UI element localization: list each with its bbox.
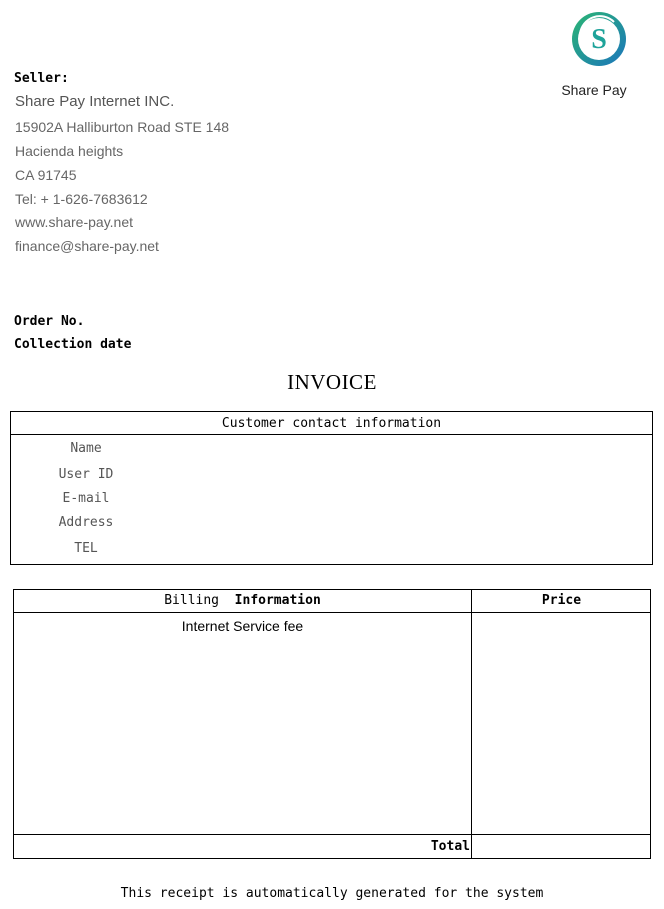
seller-company: Share Pay Internet INC. (15, 93, 175, 110)
invoice-title: INVOICE (287, 370, 377, 394)
billing-information-header (14, 590, 471, 612)
logo-letter: S (591, 24, 607, 55)
contact-field-tel: TEL (74, 541, 98, 556)
billing-table (13, 589, 651, 859)
collection-date-label: Collection date (14, 337, 132, 352)
contact-field-email: E-mail (62, 491, 110, 506)
footer-note: This receipt is automatically generated for the system (120, 886, 544, 901)
seller-address-line3: CA 91745 (15, 167, 77, 183)
customer-contact-header: Customer contact information (11, 412, 652, 435)
seller-address-line1: 15902A Halliburton Road STE 148 (15, 119, 230, 135)
billing-total-divider (14, 834, 650, 835)
contact-field-address: Address (58, 515, 114, 530)
customer-contact-table (10, 411, 653, 565)
logo-text: Share Pay (561, 82, 627, 98)
seller-website: www.share-pay.net (15, 214, 134, 230)
billing-column-divider (471, 590, 472, 858)
total-label: Total (430, 839, 470, 854)
billing-header-divider (14, 612, 650, 613)
contact-field-name: Name (70, 441, 102, 456)
billing-item: Internet Service fee (181, 618, 304, 634)
order-no-label: Order No. (14, 314, 85, 329)
seller-tel: Tel: + 1-626-7683612 (15, 191, 148, 207)
logo-emblem-icon (570, 10, 628, 68)
information-header-word: Information (234, 593, 321, 608)
seller-email: finance@share-pay.net (15, 238, 159, 254)
seller-label: Seller: (14, 71, 69, 86)
seller-address-line2: Hacienda heights (15, 143, 124, 159)
contact-field-user-id: User ID (58, 467, 114, 482)
price-header: Price (541, 593, 582, 608)
billing-header-word: Billing (164, 593, 235, 608)
